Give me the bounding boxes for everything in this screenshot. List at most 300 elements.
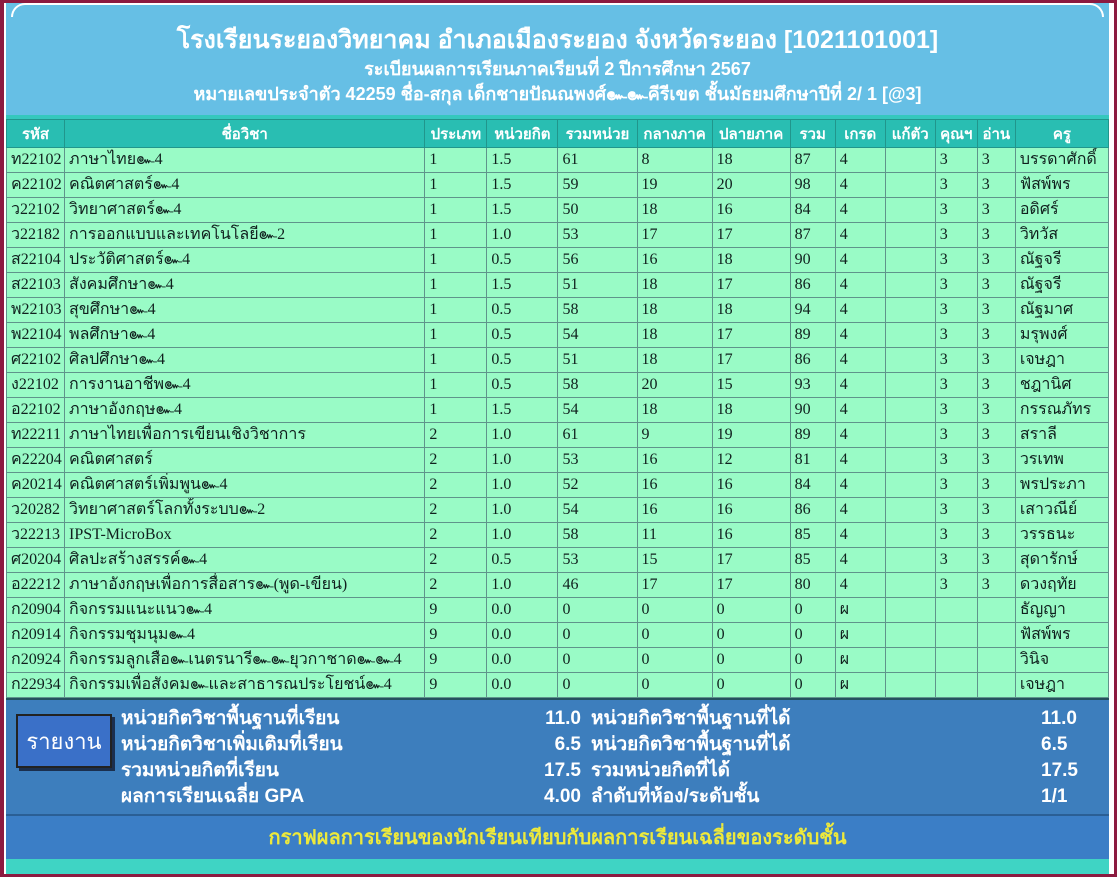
cell-type: 2	[425, 423, 487, 448]
cell-credit: 1.0	[487, 523, 558, 548]
report-subtitle: ระเบียนผลการเรียนภาคเรียนที่ 2 ปีการศึกษา 2567	[364, 59, 751, 80]
cell-credit: 0.5	[487, 373, 558, 398]
cell-subject: กิจกรรมชุมนุม๛4	[65, 623, 425, 648]
summary-value: 6.5	[554, 734, 581, 755]
cell-trait: 3	[935, 548, 977, 573]
cell-read: 3	[977, 398, 1015, 423]
cell-credit: 1.0	[487, 448, 558, 473]
summary-value: 11.0	[545, 708, 581, 729]
cell-read: 3	[977, 223, 1015, 248]
summary-value2: 1/1	[1041, 786, 1068, 807]
cell-subject: วิทยาศาสตร์โลกทั้งระบบ๛2	[65, 498, 425, 523]
cell-code: ศ22102	[7, 348, 65, 373]
cell-subject: IPST-MicroBox	[65, 523, 425, 548]
cell-credit: 0.0	[487, 648, 558, 673]
student-info-line: หมายเลขประจำตัว 42259 ชื่อ-สกุล เด็กชายปัณณพงศ์๛๛คีรีเขต ชั้นมัธยมศึกษาปีที่ 2/ 1 [@3]	[193, 84, 922, 105]
cell-units: 54	[558, 398, 637, 423]
cell-trait	[935, 673, 977, 698]
cell-trait: 3	[935, 173, 977, 198]
cell-teacher: สุดารักษ์	[1015, 548, 1108, 573]
cell-makeup	[885, 598, 935, 623]
cell-trait: 3	[935, 273, 977, 298]
column-header-makeup: แก้ตัว	[885, 120, 935, 148]
table-row	[7, 598, 1109, 623]
cell-total: 87	[790, 223, 835, 248]
cell-type: 2	[425, 498, 487, 523]
cell-read: 3	[977, 423, 1015, 448]
cell-makeup	[885, 548, 935, 573]
cell-read: 3	[977, 273, 1015, 298]
cell-units: 0	[558, 673, 637, 698]
summary-label2: ลำดับที่ห้อง/ระดับชั้น	[591, 786, 760, 807]
cell-type: 9	[425, 623, 487, 648]
cell-makeup	[885, 298, 935, 323]
cell-trait: 3	[935, 298, 977, 323]
table-row	[7, 648, 1109, 673]
cell-credit: 0.5	[487, 348, 558, 373]
cell-makeup	[885, 348, 935, 373]
table-row	[7, 298, 1109, 323]
cell-trait: 3	[935, 398, 977, 423]
cell-grade: 4	[835, 198, 885, 223]
table-row	[7, 373, 1109, 398]
cell-makeup	[885, 473, 935, 498]
summary-label2: หน่วยกิตวิชาพื้นฐานที่ได้	[591, 734, 791, 755]
cell-midterm: 16	[637, 498, 712, 523]
cell-midterm: 8	[637, 148, 712, 173]
table-row	[7, 248, 1109, 273]
cell-trait: 3	[935, 498, 977, 523]
cell-code: ศ20204	[7, 548, 65, 573]
column-header-code: รหัส	[7, 120, 65, 148]
table-row	[7, 323, 1109, 348]
cell-final: 17	[712, 348, 790, 373]
cell-total: 85	[790, 548, 835, 573]
cell-total: 84	[790, 473, 835, 498]
cell-units: 51	[558, 348, 637, 373]
cell-final: 16	[712, 473, 790, 498]
cell-grade: 4	[835, 248, 885, 273]
cell-units: 61	[558, 423, 637, 448]
cell-units: 53	[558, 448, 637, 473]
cell-code: อ22102	[7, 398, 65, 423]
column-header-credit: หน่วยกิต	[487, 120, 558, 148]
cell-makeup	[885, 223, 935, 248]
cell-midterm: 16	[637, 248, 712, 273]
cell-trait: 3	[935, 248, 977, 273]
cell-units: 53	[558, 223, 637, 248]
cell-subject: ประวัติศาสตร์๛4	[65, 248, 425, 273]
cell-teacher: ชฎานิศ	[1015, 373, 1108, 398]
cell-units: 61	[558, 148, 637, 173]
cell-final: 0	[712, 623, 790, 648]
cell-type: 2	[425, 573, 487, 598]
cell-midterm: 18	[637, 273, 712, 298]
table-row	[7, 623, 1109, 648]
cell-teacher: วรเทพ	[1015, 448, 1108, 473]
cell-trait: 3	[935, 423, 977, 448]
cell-credit: 1.0	[487, 573, 558, 598]
cell-read: 3	[977, 373, 1015, 398]
grades-table	[6, 119, 1109, 698]
cell-final: 16	[712, 198, 790, 223]
cell-read: 3	[977, 323, 1015, 348]
cell-subject: คณิตศาสตร์	[65, 448, 425, 473]
cell-grade: ผ	[835, 623, 885, 648]
cell-midterm: 18	[637, 198, 712, 223]
cell-credit: 1.5	[487, 273, 558, 298]
cell-units: 52	[558, 473, 637, 498]
cell-credit: 0.5	[487, 548, 558, 573]
cell-total: 98	[790, 173, 835, 198]
cell-type: 1	[425, 173, 487, 198]
cell-type: 9	[425, 648, 487, 673]
cell-units: 54	[558, 323, 637, 348]
cell-teacher: เจษฎา	[1015, 673, 1108, 698]
cell-midterm: 16	[637, 473, 712, 498]
cell-grade: 4	[835, 523, 885, 548]
cell-teacher: เจษฎา	[1015, 348, 1108, 373]
cell-type: 1	[425, 248, 487, 273]
cell-total: 80	[790, 573, 835, 598]
cell-total: 0	[790, 598, 835, 623]
divider-strip-bottom	[6, 859, 1109, 874]
cell-grade: 4	[835, 423, 885, 448]
cell-read: 3	[977, 548, 1015, 573]
cell-read: 3	[977, 498, 1015, 523]
cell-grade: ผ	[835, 598, 885, 623]
cell-read: 3	[977, 298, 1015, 323]
cell-read: 3	[977, 198, 1015, 223]
cell-final: 17	[712, 548, 790, 573]
cell-teacher: ฟัสพ์พร	[1015, 173, 1108, 198]
cell-trait: 3	[935, 473, 977, 498]
summary-label: รวมหน่วยกิตที่เรียน	[121, 760, 279, 781]
summary-label2: รวมหน่วยกิตที่ได้	[591, 760, 730, 781]
cell-total: 86	[790, 348, 835, 373]
cell-total: 85	[790, 523, 835, 548]
cell-total: 0	[790, 673, 835, 698]
cell-read: 3	[977, 148, 1015, 173]
cell-read	[977, 598, 1015, 623]
cell-subject: กิจกรรมแนะแนว๛4	[65, 598, 425, 623]
cell-total: 87	[790, 148, 835, 173]
cell-type: 1	[425, 348, 487, 373]
summary-value2: 6.5	[1041, 734, 1068, 755]
cell-final: 17	[712, 323, 790, 348]
cell-read	[977, 623, 1015, 648]
cell-makeup	[885, 373, 935, 398]
summary-label: หน่วยกิตวิชาพื้นฐานที่เรียน	[121, 708, 340, 729]
table-row	[7, 573, 1109, 598]
cell-final: 18	[712, 148, 790, 173]
summary-section	[6, 698, 1109, 814]
cell-midterm: 20	[637, 373, 712, 398]
table-row	[7, 673, 1109, 698]
cell-units: 59	[558, 173, 637, 198]
cell-subject: กิจกรรมลูกเสือ๛เนตรนารี๛๛ยุวกาชาด๛๛4	[65, 648, 425, 673]
cell-makeup	[885, 423, 935, 448]
cell-subject: ศิลปะสร้างสรรค์๛4	[65, 548, 425, 573]
cell-grade: 4	[835, 548, 885, 573]
cell-units: 58	[558, 523, 637, 548]
cell-read: 3	[977, 173, 1015, 198]
cell-subject: ศิลปศึกษา๛4	[65, 348, 425, 373]
cell-final: 16	[712, 523, 790, 548]
table-row	[7, 498, 1109, 523]
cell-midterm: 16	[637, 448, 712, 473]
cell-trait	[935, 598, 977, 623]
column-header-type: ประเภท	[425, 120, 487, 148]
cell-midterm: 0	[637, 648, 712, 673]
cell-total: 94	[790, 298, 835, 323]
cell-makeup	[885, 498, 935, 523]
table-row	[7, 523, 1109, 548]
cell-teacher: ณัฐจรี	[1015, 273, 1108, 298]
cell-grade: 4	[835, 323, 885, 348]
cell-grade: 4	[835, 373, 885, 398]
cell-subject: พลศึกษา๛4	[65, 323, 425, 348]
cell-total: 90	[790, 248, 835, 273]
cell-makeup	[885, 648, 935, 673]
cell-subject: ภาษาอังกฤษ๛4	[65, 398, 425, 423]
cell-units: 58	[558, 298, 637, 323]
cell-credit: 0.5	[487, 298, 558, 323]
cell-teacher: ดวงฤทัย	[1015, 573, 1108, 598]
cell-trait: 3	[935, 348, 977, 373]
cell-credit: 1.0	[487, 498, 558, 523]
cell-units: 54	[558, 498, 637, 523]
cell-credit: 0.5	[487, 248, 558, 273]
cell-units: 0	[558, 623, 637, 648]
cell-final: 0	[712, 648, 790, 673]
cell-read	[977, 648, 1015, 673]
cell-midterm: 15	[637, 548, 712, 573]
table-row	[7, 173, 1109, 198]
table-row	[7, 548, 1109, 573]
summary-rows	[121, 706, 1099, 810]
cell-teacher: มรุพงศ์	[1015, 323, 1108, 348]
cell-code: ท22211	[7, 423, 65, 448]
table-row	[7, 423, 1109, 448]
cell-credit: 1.5	[487, 398, 558, 423]
cell-makeup	[885, 323, 935, 348]
cell-final: 16	[712, 498, 790, 523]
cell-code: ว20282	[7, 498, 65, 523]
cell-final: 17	[712, 573, 790, 598]
cell-midterm: 9	[637, 423, 712, 448]
cell-type: 1	[425, 223, 487, 248]
cell-final: 15	[712, 373, 790, 398]
summary-value: 17.5	[544, 760, 581, 781]
cell-units: 46	[558, 573, 637, 598]
cell-final: 19	[712, 423, 790, 448]
page	[4, 3, 1114, 874]
table-row	[7, 273, 1109, 298]
table-row	[7, 473, 1109, 498]
summary-label2: หน่วยกิตวิชาพื้นฐานที่ได้	[591, 708, 791, 729]
cell-credit: 0.0	[487, 598, 558, 623]
cell-midterm: 0	[637, 623, 712, 648]
cell-credit: 1.0	[487, 223, 558, 248]
cell-code: ส22104	[7, 248, 65, 273]
cell-read: 3	[977, 473, 1015, 498]
cell-read: 3	[977, 348, 1015, 373]
cell-grade: 4	[835, 273, 885, 298]
table-row	[7, 148, 1109, 173]
cell-total: 86	[790, 498, 835, 523]
cell-midterm: 18	[637, 348, 712, 373]
cell-grade: 4	[835, 298, 885, 323]
cell-code: ก22934	[7, 673, 65, 698]
cell-units: 53	[558, 548, 637, 573]
cell-code: ส22103	[7, 273, 65, 298]
cell-credit: 1.5	[487, 198, 558, 223]
report-button[interactable]: รายงาน	[16, 714, 112, 768]
table-header-row	[7, 120, 1109, 148]
cell-final: 0	[712, 673, 790, 698]
summary-label: หน่วยกิตวิชาเพิ่มเติมที่เรียน	[121, 734, 343, 755]
cell-subject: สังคมศึกษา๛4	[65, 273, 425, 298]
cell-type: 2	[425, 548, 487, 573]
cell-subject: สุขศึกษา๛4	[65, 298, 425, 323]
cell-trait: 3	[935, 223, 977, 248]
cell-teacher: วรรธนะ	[1015, 523, 1108, 548]
cell-teacher: พรประภา	[1015, 473, 1108, 498]
cell-grade: 4	[835, 473, 885, 498]
footer-bar	[6, 814, 1109, 859]
cell-grade: 4	[835, 223, 885, 248]
cell-final: 18	[712, 248, 790, 273]
cell-read: 3	[977, 248, 1015, 273]
cell-teacher: ธัญญา	[1015, 598, 1108, 623]
summary-value2: 17.5	[1041, 760, 1078, 781]
cell-final: 12	[712, 448, 790, 473]
summary-row	[121, 732, 1099, 758]
cell-code: ก20924	[7, 648, 65, 673]
cell-credit: 0.5	[487, 323, 558, 348]
cell-type: 1	[425, 148, 487, 173]
cell-read: 3	[977, 448, 1015, 473]
cell-midterm: 18	[637, 323, 712, 348]
column-header-midterm: กลางภาค	[637, 120, 712, 148]
cell-teacher: บรรดาศักดิ์	[1015, 148, 1108, 173]
cell-units: 0	[558, 648, 637, 673]
cell-grade: 4	[835, 173, 885, 198]
cell-final: 0	[712, 598, 790, 623]
cell-credit: 1.5	[487, 173, 558, 198]
cell-teacher: เสาวณีย์	[1015, 498, 1108, 523]
cell-grade: ผ	[835, 673, 885, 698]
cell-teacher: ณัฐมาศ	[1015, 298, 1108, 323]
summary-label: ผลการเรียนเฉลี่ย GPA	[121, 786, 305, 807]
school-title: โรงเรียนระยองวิทยาคม อำเภอเมืองระยอง จังหวัดระยอง [1021101001]	[176, 26, 939, 55]
cell-code: ค22102	[7, 173, 65, 198]
report-header	[6, 17, 1109, 115]
cell-trait: 3	[935, 573, 977, 598]
cell-read: 3	[977, 523, 1015, 548]
cell-grade: 4	[835, 148, 885, 173]
cell-grade: 4	[835, 573, 885, 598]
cell-subject: คณิตศาสตร์๛4	[65, 173, 425, 198]
cell-teacher: กรรณภัทร	[1015, 398, 1108, 423]
cell-units: 56	[558, 248, 637, 273]
table-head	[7, 120, 1109, 148]
graph-section-title: กราฟผลการเรียนของนักเรียนเทียบกับผลการเรียนเฉลี่ยของระดับชั้น	[268, 827, 847, 849]
cell-type: 9	[425, 598, 487, 623]
cell-code: ง22102	[7, 373, 65, 398]
cell-midterm: 0	[637, 598, 712, 623]
cell-subject: ภาษาไทยเพื่อการเขียนเชิงวิชาการ	[65, 423, 425, 448]
cell-teacher: ณัฐจรี	[1015, 248, 1108, 273]
cell-total: 89	[790, 323, 835, 348]
cell-midterm: 11	[637, 523, 712, 548]
cell-units: 51	[558, 273, 637, 298]
table-body	[7, 148, 1109, 698]
column-header-grade: เกรด	[835, 120, 885, 148]
cell-final: 18	[712, 398, 790, 423]
cell-type: 1	[425, 198, 487, 223]
cell-total: 81	[790, 448, 835, 473]
cell-type: 2	[425, 448, 487, 473]
cell-total: 0	[790, 648, 835, 673]
summary-value: 4.00	[544, 786, 581, 807]
cell-grade: ผ	[835, 648, 885, 673]
cell-trait: 3	[935, 148, 977, 173]
cell-subject: คณิตศาสตร์เพิ่มพูน๛4	[65, 473, 425, 498]
cell-makeup	[885, 398, 935, 423]
cell-final: 17	[712, 273, 790, 298]
cell-units: 0	[558, 598, 637, 623]
cell-subject: การออกแบบและเทคโนโลยี๛2	[65, 223, 425, 248]
cell-code: อ22212	[7, 573, 65, 598]
cell-code: ท22102	[7, 148, 65, 173]
cell-trait	[935, 623, 977, 648]
cell-credit: 0.0	[487, 623, 558, 648]
cell-makeup	[885, 273, 935, 298]
cell-type: 2	[425, 473, 487, 498]
cell-type: 1	[425, 373, 487, 398]
window-top-bar	[11, 3, 1104, 17]
cell-midterm: 18	[637, 398, 712, 423]
cell-units: 58	[558, 373, 637, 398]
table-row	[7, 398, 1109, 423]
cell-grade: 4	[835, 448, 885, 473]
cell-teacher: วินิจ	[1015, 648, 1108, 673]
cell-trait: 3	[935, 448, 977, 473]
cell-code: ว22182	[7, 223, 65, 248]
column-header-trait: คุณฯ	[935, 120, 977, 148]
cell-grade: 4	[835, 398, 885, 423]
cell-makeup	[885, 623, 935, 648]
table-row	[7, 198, 1109, 223]
cell-type: 9	[425, 673, 487, 698]
cell-read: 3	[977, 573, 1015, 598]
column-header-read: อ่าน	[977, 120, 1015, 148]
cell-grade: 4	[835, 348, 885, 373]
cell-credit: 1.5	[487, 148, 558, 173]
cell-trait: 3	[935, 198, 977, 223]
cell-total: 0	[790, 623, 835, 648]
cell-trait: 3	[935, 373, 977, 398]
cell-makeup	[885, 673, 935, 698]
column-header-total: รวม	[790, 120, 835, 148]
cell-code: ค20214	[7, 473, 65, 498]
cell-midterm: 19	[637, 173, 712, 198]
cell-total: 86	[790, 273, 835, 298]
cell-final: 20	[712, 173, 790, 198]
cell-type: 2	[425, 523, 487, 548]
